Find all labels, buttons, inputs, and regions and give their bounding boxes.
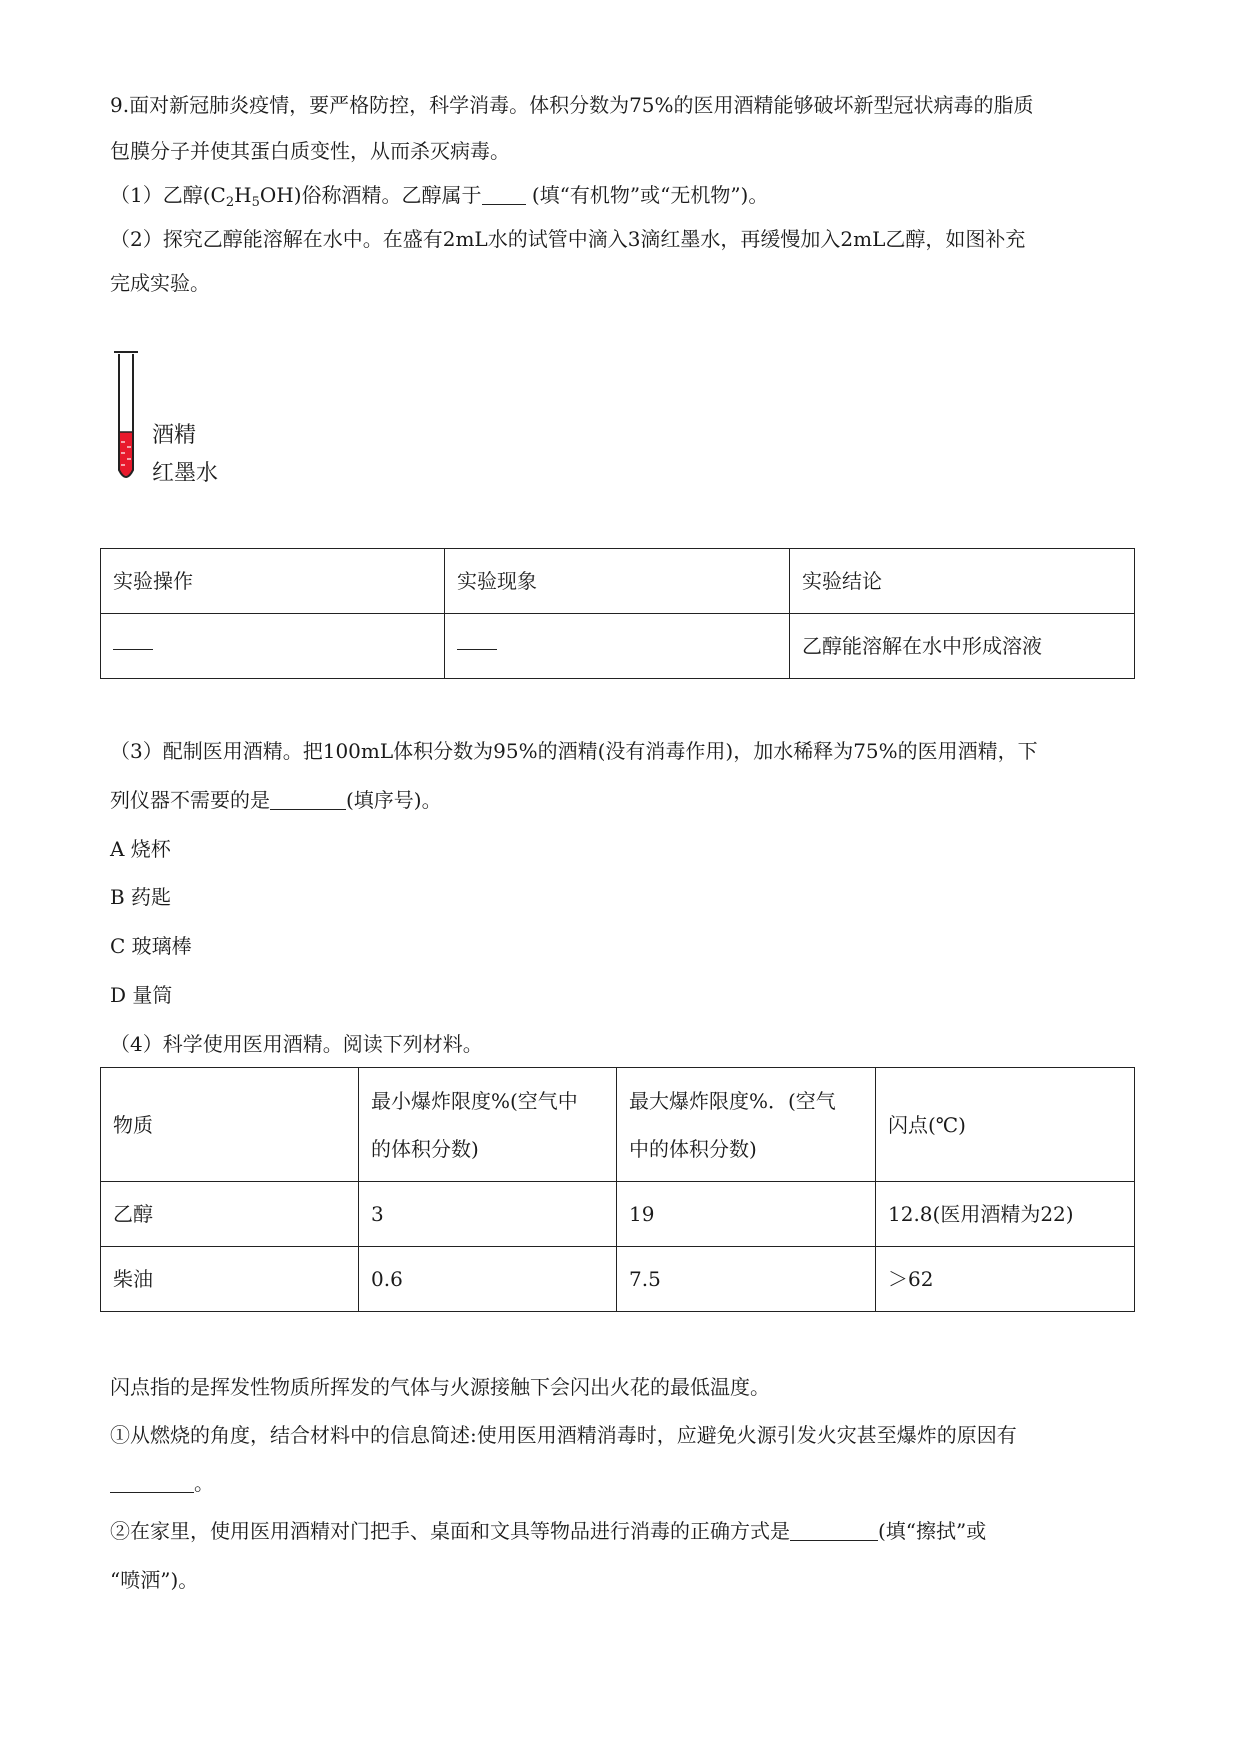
table-header-row (101, 1068, 1135, 1182)
subq2-line-2: “喷洒”)。 (110, 1568, 199, 1592)
header-substance: 物质 (101, 1068, 359, 1182)
part3-line-1: （3）配制医用酒精。把100mL体积分数为95%的酒精(没有消毒作用)，加水稀释为75%的医用酒精，下 (110, 739, 1038, 763)
operation-cell (101, 614, 445, 679)
subq1-answer-blank[interactable] (110, 1472, 194, 1493)
cell-min-limit: 3 (359, 1182, 617, 1247)
table-row (101, 1182, 1135, 1247)
table-row (101, 1247, 1135, 1312)
table-header-row (101, 549, 1135, 614)
part4-title: （4）科学使用医用酒精。阅读下列材料。 (110, 1032, 483, 1056)
test-tube-figure (112, 350, 252, 490)
header-phenomenon: 实验现象 (445, 549, 790, 614)
header-flash-point: 闪点(℃) (876, 1068, 1135, 1182)
part1-answer-blank[interactable] (482, 184, 526, 205)
header-operation: 实验操作 (101, 549, 445, 614)
label-red-ink: 红墨水 (152, 461, 219, 486)
test-tube-icon (112, 350, 142, 490)
option-c[interactable]: C 玻璃棒 (110, 934, 192, 958)
header-min-limit: 最小爆炸限度%(空气中 的体积分数) (359, 1068, 617, 1182)
header-conclusion: 实验结论 (790, 549, 1135, 614)
subq1-line-2: 。 (110, 1469, 214, 1497)
part2-line-2: 完成实验。 (110, 271, 210, 295)
option-b[interactable]: B 药匙 (110, 885, 172, 909)
intro-line-1: 9.面对新冠肺炎疫情，要严格防控，科学消毒。体积分数为75%的医用酒精能够破坏新型冠状病毒的脂质 (110, 93, 1034, 117)
part2-line-1: （2）探究乙醇能溶解在水中。在盛有2mL水的试管中滴入3滴红墨水，再缓慢加入2mL乙醇，如图补充 (110, 227, 1026, 251)
intro-line-2: 包膜分子并使其蛋白质变性，从而杀灭病毒。 (110, 139, 510, 163)
label-alcohol: 酒精 (152, 423, 197, 448)
part3-answer-blank[interactable] (270, 789, 346, 810)
phenomenon-blank[interactable] (457, 629, 497, 650)
option-a[interactable]: A 烧杯 (110, 837, 171, 861)
flash-point-definition: 闪点指的是挥发性物质所挥发的气体与火源接触下会闪出火花的最低温度。 (110, 1375, 770, 1399)
cell-flash-point: ＞62 (876, 1247, 1135, 1312)
subq1-line-1: ①从燃烧的角度，结合材料中的信息简述:使用医用酒精消毒时，应避免火源引发火灾甚至爆炸的原因有 (110, 1423, 1017, 1447)
cell-substance: 乙醇 (101, 1182, 359, 1247)
part1-question: （1）乙醇$(C_2H_5OH)$俗称酒精。乙醇属于 (填“有机物”或“无机物”)。 (110, 183, 769, 210)
conclusion-cell: 乙醇能溶解在水中形成溶液 (790, 614, 1135, 679)
subq2-line-1: ②在家里，使用医用酒精对门把手、桌面和文具等物品进行消毒的正确方式是 (填“擦拭”或 (110, 1519, 987, 1543)
experiment-table (100, 548, 1135, 679)
part3-line-2: 列仪器不需要的是 (填序号)。 (110, 788, 442, 812)
phenomenon-cell (445, 614, 790, 679)
table-row (101, 614, 1135, 679)
cell-max-limit: 7.5 (617, 1247, 876, 1312)
header-max-limit: 最大爆炸限度%．(空气 中的体积分数) (617, 1068, 876, 1182)
operation-blank[interactable] (113, 629, 153, 650)
cell-flash-point: 12.8(医用酒精为22) (876, 1182, 1135, 1247)
cell-substance: 柴油 (101, 1247, 359, 1312)
option-d[interactable]: D 量筒 (110, 983, 173, 1007)
subq2-answer-blank[interactable] (790, 1520, 878, 1541)
cell-max-limit: 19 (617, 1182, 876, 1247)
explosion-limits-table (100, 1067, 1135, 1312)
cell-min-limit: 0.6 (359, 1247, 617, 1312)
